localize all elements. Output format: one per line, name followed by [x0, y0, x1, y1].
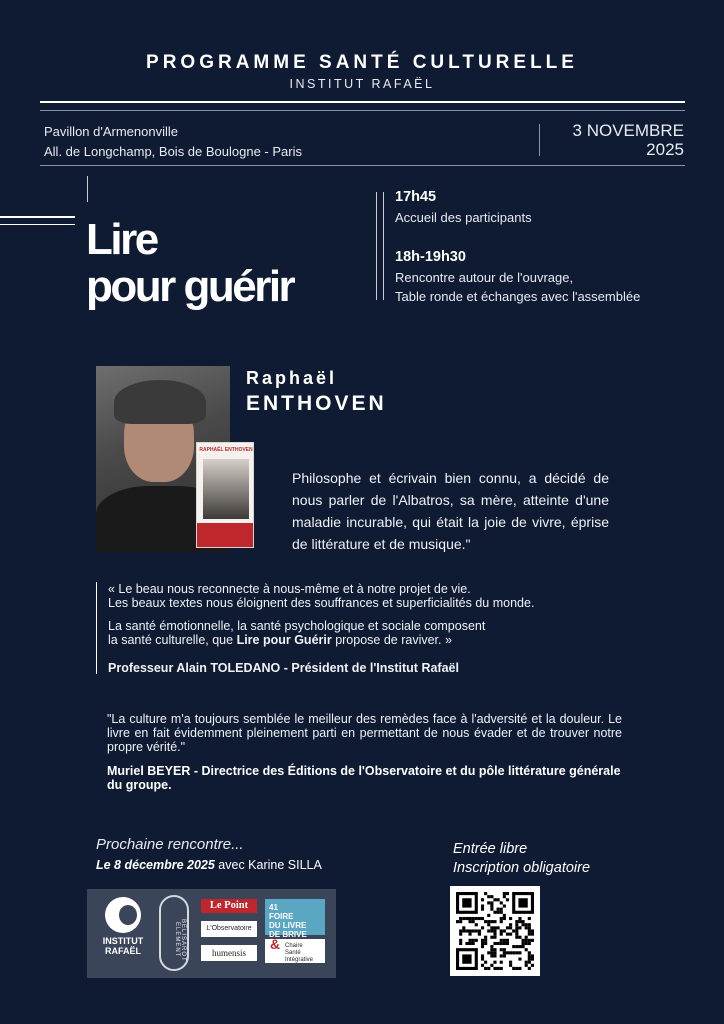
header-subtitle: INSTITUT RAFAËL [289, 77, 435, 91]
next-event-title: Prochaine rencontre... [96, 836, 244, 853]
partner-logos [87, 889, 336, 978]
program-time-1: 17h45 [395, 189, 437, 205]
quote1-line1: « Le beau nous reconnecte à nous-même et à notre projet de vie. [108, 582, 471, 596]
event-title-line1: Lire [86, 215, 157, 264]
quote1-line2: Les beaux textes nous éloignent des souffrances et superficialités du monde. [108, 596, 535, 610]
observatoire-logo: L'Observatoire [201, 921, 257, 937]
quote-toledano [96, 582, 686, 674]
header-divider [40, 101, 685, 103]
author-bio: Philosophe et écrivain bien connu, a décidé de nous parler de l'Albatros, sa mère, atteinte d'une maladie incurable, qui était la joie de vivre, éprise de littérature et de musique." [292, 470, 609, 552]
entry-registration: Inscription obligatoire [453, 860, 591, 876]
quote1-line4: la santé culturelle, que Lire pour Guérir propose de raviver. » [108, 633, 452, 647]
book-cover-title: RAPHAËL ENTHOVEN [199, 447, 253, 453]
humensis-logo: humensis [201, 945, 257, 961]
event-date-year: 2025 [646, 140, 684, 159]
program-time-2: 18h-19h30 [395, 249, 466, 265]
le-point-logo: Le Point [201, 899, 257, 913]
entry-free: Entrée libre [453, 841, 528, 857]
quote2-signature: Muriel BEYER - Directrice des Éditions de l'Observatoire et du pôle littérature générale du groupe. [107, 764, 621, 792]
author-first-name: Raphaël [246, 368, 338, 388]
qr-code-icon[interactable] [450, 886, 540, 976]
header-title: PROGRAMME SANTÉ CULTURELLE [146, 52, 578, 73]
qr-code-graphic [456, 892, 534, 970]
event-date-day: 3 NOVEMBRE [572, 121, 684, 140]
foire-brive-logo: 41 FOIRE DU LIVRE DE BRIVE [265, 899, 325, 935]
next-event-detail: Le 8 décembre 2025 avec Karine SILLA [96, 858, 322, 872]
program-desc-2a: Rencontre autour de l'ouvrage, [395, 270, 574, 285]
venue-date-divider [539, 124, 540, 156]
institut-rafael-logo: INSTITUT RAFAËL [93, 897, 153, 956]
program-desc-1: Accueil des participants [395, 210, 532, 225]
quote1-signature: Professeur Alain TOLEDANO - Président de l'Institut Rafaël [108, 661, 459, 675]
event-title [86, 216, 293, 310]
badge-logo: BELISAROT ELEMENT [159, 895, 189, 971]
author-last-name: ENTHOVEN [246, 392, 387, 415]
header-divider-thin [40, 110, 685, 111]
rafael-logo-icon [105, 897, 141, 933]
title-accent-vertical [87, 176, 88, 202]
event-title-line2: pour guérir [86, 262, 294, 311]
quote-beyer: "La culture m'a toujours semblée le meilleur des remèdes face à l'adversité et la douleur. Le livre en fait évidemment pleinement parti en permettant de nous évader et de trouver notre propre vérité." [107, 712, 622, 754]
program-desc-2b: Table ronde et échanges avec l'assemblée [395, 289, 641, 304]
title-accent-horizontal [0, 216, 75, 218]
program-accent-lines [376, 192, 384, 300]
venue-divider-bottom [40, 165, 685, 166]
venue-address: All. de Longchamp, Bois de Boulogne - Paris [44, 144, 302, 159]
title-accent-horizontal-thin [0, 224, 75, 225]
book-cover-image [196, 442, 254, 548]
chaire-sante-logo: & Chaire Santé Intégrative [265, 939, 325, 963]
quote1-line3: La santé émotionnelle, la santé psychologique et sociale composent [108, 619, 486, 633]
venue-name: Pavillon d'Armenonville [44, 124, 178, 139]
